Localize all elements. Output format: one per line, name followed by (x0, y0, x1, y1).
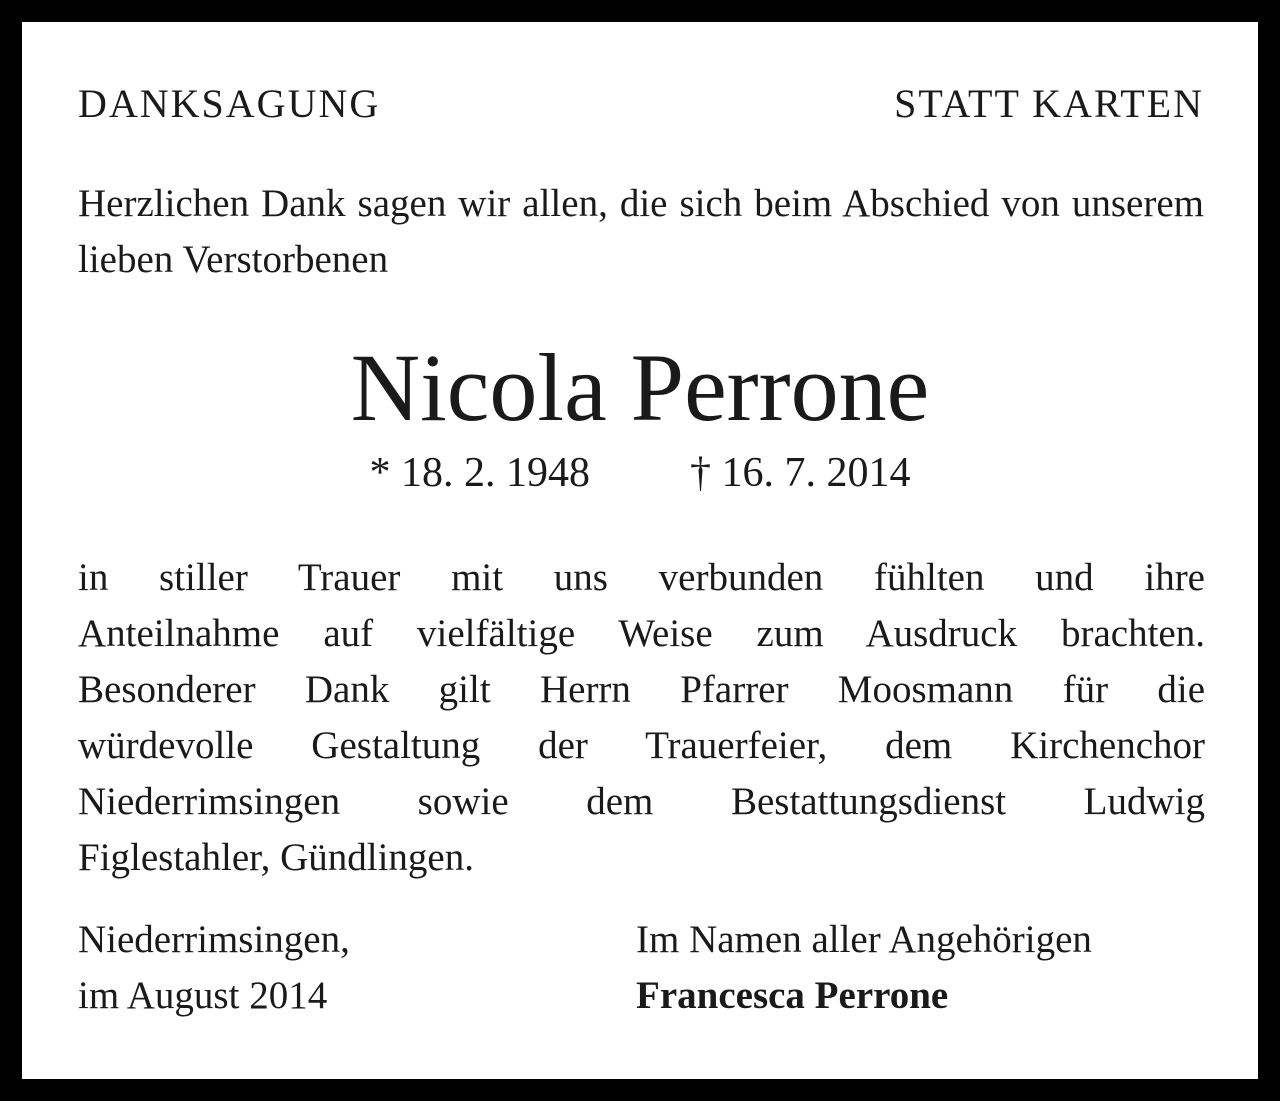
signoff: Im Namen aller Angehörigen (636, 918, 1092, 961)
thanks-line: Figlestahler, Gündlingen. (78, 836, 474, 879)
place: Niederrimsingen, (78, 918, 350, 961)
obituary-card (22, 22, 1258, 1079)
signer-name: Francesca Perrone (636, 974, 949, 1017)
deceased-name: Nicola Perrone (350, 334, 930, 441)
death-date: † 16. 7. 2014 (690, 450, 911, 496)
thanks-line: Anteilnahme auf vielfältige Weise zum Ausdruck brachten. (78, 612, 1205, 655)
thanks-line: würdevolle Gestaltung der Trauerfeier, dem Kirchenchor (78, 724, 1205, 767)
intro-text: Herzlichen Dank sagen wir allen, die sich beim Abschied von unserem lieben Verstorbenen (78, 182, 1204, 281)
thanks-line: Besonderer Dank gilt Herrn Pfarrer Moosmann für die (78, 668, 1205, 711)
thanks-line: in stiller Trauer mit uns verbunden fühlten und ihre (78, 556, 1205, 599)
birth-date: * 18. 2. 1948 (369, 450, 590, 496)
date: im August 2014 (78, 974, 328, 1017)
thanks-line: Niederrimsingen sowie dem Bestattungsdienst Ludwig (78, 780, 1205, 823)
heading-danksagung: DANKSAGUNG (78, 81, 381, 126)
heading-statt-karten: STATT KARTEN (894, 81, 1204, 126)
signature-block (636, 912, 1092, 1024)
life-dates (22, 452, 1258, 494)
place-and-date (78, 912, 350, 1024)
thanks-text (78, 550, 1205, 886)
